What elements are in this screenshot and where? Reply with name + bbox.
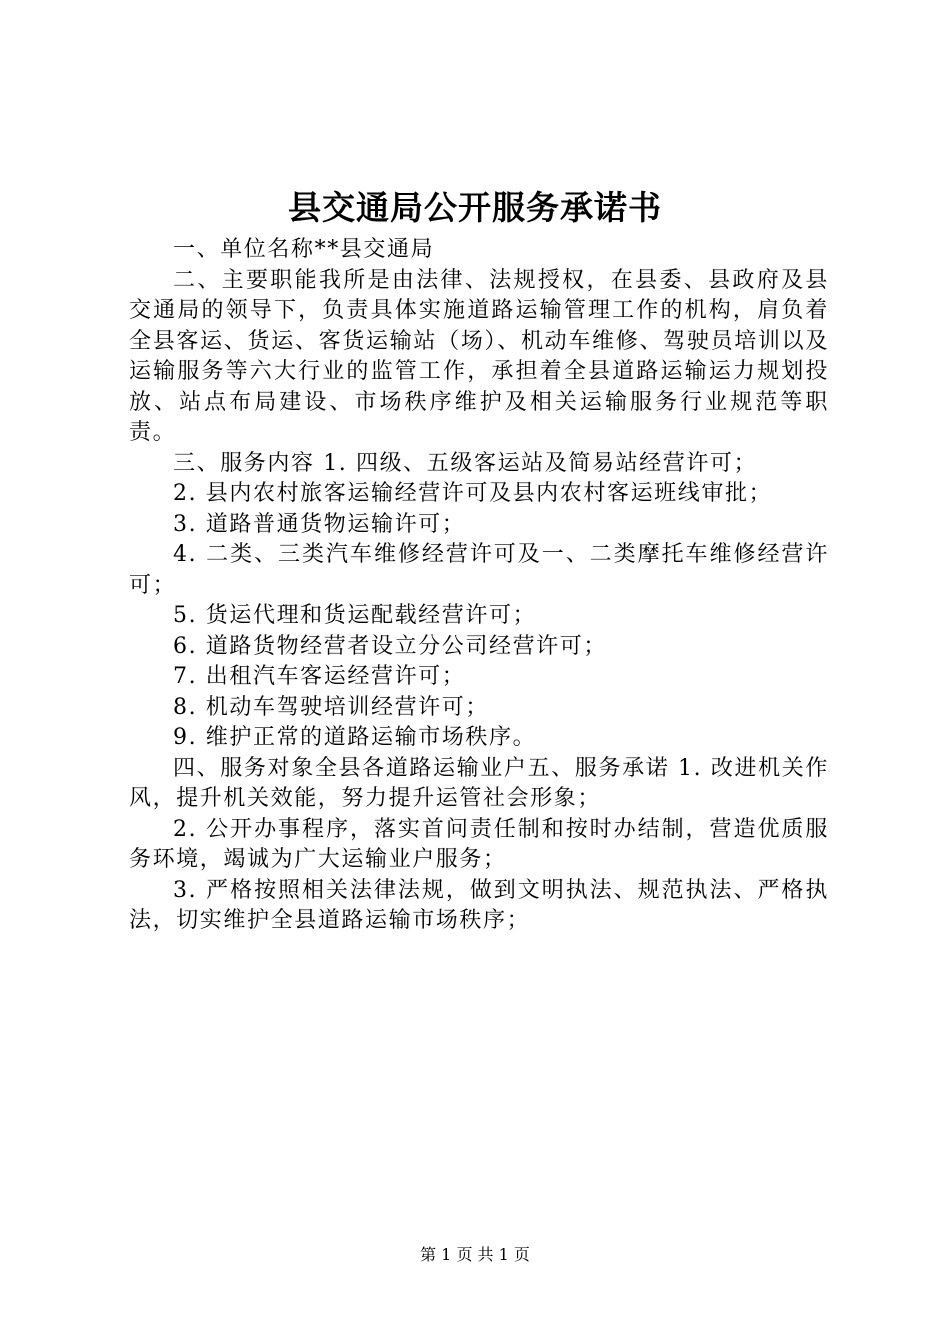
- paragraph-service-item-5: 5. 货运代理和货运配载经营许可；: [173, 603, 537, 628]
- paragraph-commitment-1: 四、服务对象全县各道路运输业户五、服务承诺 1. 改进机关作风，提升机关效能，努力提升运管社会形象；: [129, 755, 829, 811]
- paragraph-commitment-3: 3. 严格按照相关法律法规，做到文明执法、规范执法、严格执法，切实维护全县道路运输市场秩序；: [129, 877, 829, 933]
- document-body: [129, 235, 829, 937]
- paragraph-main-duties: 二、主要职能我所是由法律、法规授权，在县委、县政府及县交通局的领导下，负责具体实施道路运输管理工作的机构，肩负着全县客运、货运、客货运输站（场）、机动车维修、驾驶员培训以及运输服务等六大行业的监管工作，承担着全县道路运输运力规划投放、站点布局建设、市场秩序维护及相关运输服务行业规范等职责。: [129, 267, 829, 445]
- paragraph-service-item-6: 6. 道路货物经营者设立分公司经营许可；: [173, 633, 607, 659]
- paragraph-service-item-8: 8. 机动车驾驶培训经营许可；: [173, 694, 489, 720]
- paragraph-unit-name: 一、单位名称**县交通局: [173, 237, 435, 262]
- paragraph-commitment-2: 2. 公开办事程序，落实首问责任制和按时办结制，营造优质服务环境，竭诚为广大运输业户服务；: [129, 816, 829, 872]
- paragraph-service-item-2: 2. 县内农村旅客运输经营许可及县内农村客运班线审批；: [173, 481, 773, 506]
- paragraph-service-item-3: 3. 道路普通货物运输许可；: [173, 511, 466, 537]
- paragraph-service-item-9: 9. 维护正常的道路运输市场秩序。: [173, 725, 537, 750]
- paragraph-service-item-7: 7. 出租汽车客运经营许可；: [173, 664, 466, 689]
- paragraph-service-item-1: 三、服务内容 1. 四级、五级客运站及简易站经营许可；: [173, 450, 758, 476]
- page-footer: 第 1 页 共 1 页: [420, 1245, 530, 1264]
- document-title: 县交通局公开服务承诺书: [288, 188, 662, 227]
- paragraph-service-item-4: 4. 二类、三类汽车维修经营许可及一、二类摩托车维修经营许可；: [129, 542, 829, 598]
